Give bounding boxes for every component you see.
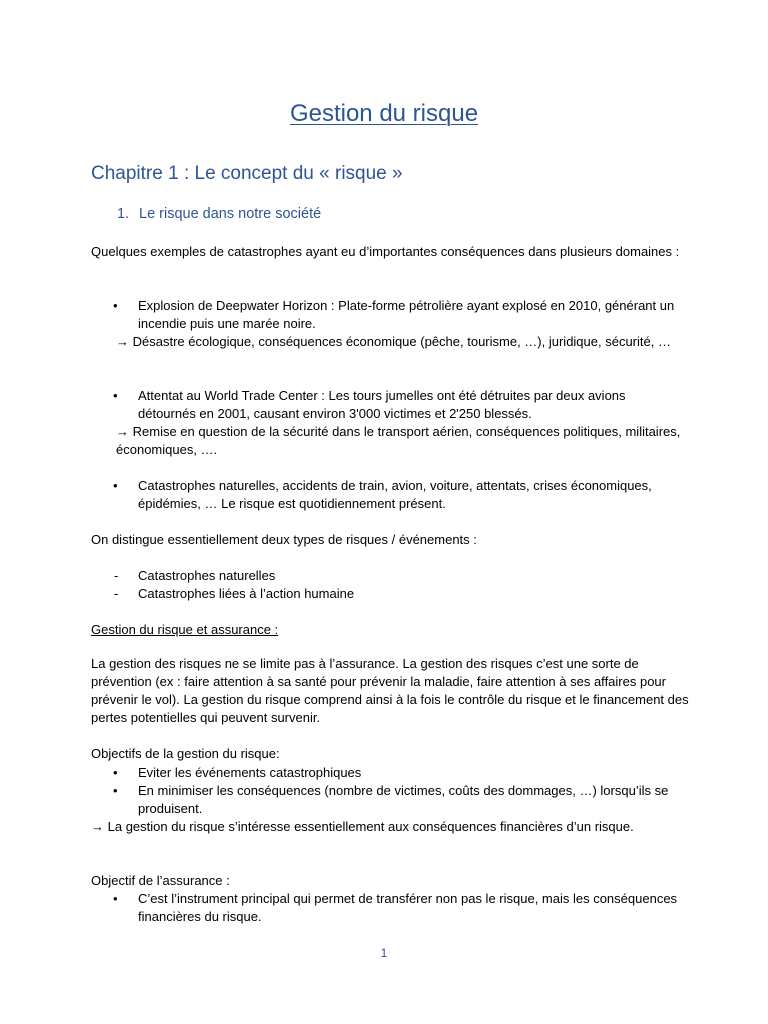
types-list: [91, 567, 681, 603]
insurance-text: C’est l’instrument principal qui permet de transférer non pas le risque, mais les conséquences financières du risque.: [138, 891, 678, 924]
list-item: [91, 890, 681, 926]
dash-icon: -: [114, 586, 119, 601]
section-heading: [117, 206, 321, 222]
example-text: Explosion de Deepwater Horizon : Plate-forme pétrolière ayant explosé en 2010, générant un incendie puis une marée noire.: [138, 298, 675, 331]
intro-paragraph: Quelques exemples de catastrophes ayant eu d’importantes conséquences dans plusieurs domaines :: [91, 244, 680, 259]
example-catastrophes: [91, 477, 681, 513]
consequence-text: Désastre écologique, conséquences économique (pêche, tourisme, …), juridique, sécurité, …: [132, 334, 671, 349]
page-number: 1: [380, 946, 388, 960]
section-label: Le risque dans notre société: [139, 206, 322, 222]
list-item: [91, 387, 681, 423]
arrow-right-icon: →: [91, 819, 104, 834]
objective-text: En minimiser les conséquences (nombre de victimes, coûts des dommages, …) lorsqu’ils se produisent.: [138, 783, 669, 816]
type-text: Catastrophes naturelles: [138, 568, 276, 583]
list-item: [91, 782, 681, 818]
objective-text: Eviter les événements catastrophiques: [138, 765, 362, 780]
example-text: Catastrophes naturelles, accidents de train, avion, voiture, attentats, crises économiques, épidémies, … Le risque est quotidiennement présent.: [138, 478, 652, 511]
bullet-icon: •: [113, 298, 118, 313]
conclusion-text: La gestion du risque s’intéresse essentiellement aux conséquences financières d’un risque.: [107, 819, 634, 834]
objectives-list: [91, 764, 681, 836]
objectives-conclusion: [91, 818, 681, 836]
bullet-icon: •: [113, 891, 118, 906]
chapter-heading: Chapitre 1 : Le concept du « risque »: [91, 163, 403, 184]
example-deepwater: [91, 297, 681, 351]
list-item: [91, 297, 681, 333]
list-item: [91, 585, 681, 603]
document-title: Gestion du risque: [289, 100, 479, 127]
types-intro: On distingue essentiellement deux types de risques / événements :: [91, 532, 477, 547]
consequence-line: [91, 423, 681, 459]
assurance-heading: Gestion du risque et assurance :: [91, 622, 279, 637]
arrow-right-icon: →: [116, 424, 129, 439]
type-text: Catastrophes liées à l’action humaine: [138, 586, 355, 601]
insurance-list: [91, 890, 681, 926]
bullet-icon: •: [113, 783, 118, 798]
arrow-right-icon: →: [116, 334, 129, 349]
list-item: [91, 477, 681, 513]
dash-icon: -: [114, 568, 119, 583]
consequence-text: Remise en question de la sécurité dans le transport aérien, conséquences politiques, militaires, économiques, ….: [116, 424, 681, 457]
objectives-heading: Objectifs de la gestion du risque:: [91, 746, 280, 761]
bullet-icon: •: [113, 388, 118, 403]
bullet-icon: •: [113, 478, 118, 493]
consequence-line: [91, 333, 681, 351]
list-item: [91, 567, 681, 585]
list-item: [91, 764, 681, 782]
bullet-icon: •: [113, 765, 118, 780]
section-number: 1.: [117, 206, 130, 222]
example-wtc: [91, 387, 681, 459]
insurance-heading: Objectif de l’assurance :: [91, 873, 230, 888]
example-text: Attentat au World Trade Center : Les tours jumelles ont été détruites par deux avions détournés en 2001, causant environ 3'000 victimes et 2'250 blessés.: [138, 388, 626, 421]
assurance-paragraph: La gestion des risques ne se limite pas à l’assurance. La gestion des risques c’est une sorte de prévention (ex : faire attention à sa santé pour prévenir la maladie, faire attention à ses affaires pour prévenir le vol). La gestion du risque comprend ainsi à la fois le contrôle du risque et le financement des pertes potentielles qui peuvent survenir.: [91, 656, 689, 725]
